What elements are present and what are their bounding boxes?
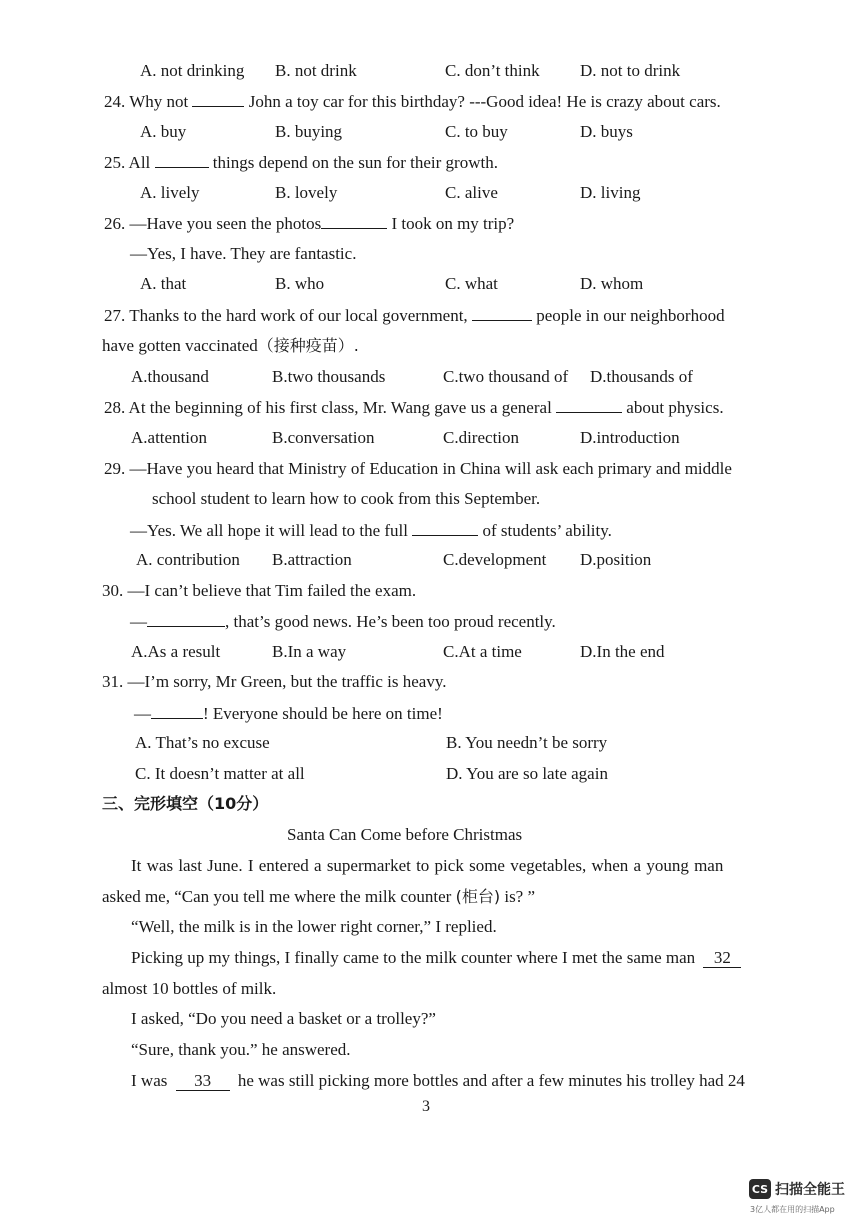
q26-blank xyxy=(321,212,387,229)
q26-stem-post: I took on my trip? xyxy=(391,214,515,233)
passage-title: Santa Can Come before Christmas xyxy=(287,825,523,844)
q23-option-c: C. don’t think xyxy=(445,61,540,80)
q26-option-c: C. what xyxy=(445,274,498,293)
q26-option-d: D. whom xyxy=(580,274,644,293)
q27-option-d: D.thousands of xyxy=(590,367,693,386)
q31-option-a: A. That’s no excuse xyxy=(135,733,270,752)
q27-option-b: B.two thousands xyxy=(272,367,386,386)
q31-blank xyxy=(151,702,203,719)
scanner-logo-icon: CS xyxy=(749,1179,771,1199)
q27-stem-pre: 27. Thanks to the hard work of our local government, xyxy=(104,306,468,325)
q26-option-a: A. that xyxy=(140,274,187,293)
q30-option-d: D.In the end xyxy=(580,642,665,661)
q25-stem xyxy=(104,151,498,174)
q31-option-c: C. It doesn’t matter at all xyxy=(135,764,305,783)
passage-p1-line1: It was last June. I entered a supermarket to pick some vegetables, when a young man xyxy=(131,856,724,875)
q25-option-b: B. lovely xyxy=(275,183,338,202)
q31-stem-line1: 31. —I’m sorry, Mr Green, but the traffic is heavy. xyxy=(102,672,447,691)
q25-stem-pre: 25. All xyxy=(104,153,151,172)
q29-answer-post: of students’ ability. xyxy=(482,521,612,540)
q27-blank xyxy=(472,304,532,321)
q28-option-d: D.introduction xyxy=(580,428,680,447)
q28-stem-pre: 28. At the beginning of his first class, Mr. Wang gave us a general xyxy=(104,398,552,417)
q24-option-d: D. buys xyxy=(580,122,633,141)
q29-option-c: C.development xyxy=(443,550,547,569)
q27-stem-post: people in our neighborhood xyxy=(536,306,725,325)
q30-answer-pre: — xyxy=(130,612,147,631)
passage-p2: “Well, the milk is in the lower right corner,” I replied. xyxy=(131,917,497,936)
q26-stem-pre: 26. —Have you seen the photos xyxy=(104,214,322,233)
q31-answer-pre: — xyxy=(134,704,151,723)
q24-option-b: B. buying xyxy=(275,122,343,141)
passage-p5: “Sure, thank you.” he answered. xyxy=(131,1040,351,1059)
q30-answer xyxy=(130,610,556,633)
q26-stem xyxy=(104,212,514,235)
q29-blank xyxy=(412,519,478,536)
passage-p3-line1 xyxy=(131,947,741,969)
section-heading: 三、完形填空（10分） xyxy=(102,794,269,813)
q28-stem-post: about physics. xyxy=(626,398,724,417)
q24-option-a: A. buy xyxy=(140,122,187,141)
q30-option-a: A.As a result xyxy=(131,642,221,661)
q26-option-b: B. who xyxy=(275,274,325,293)
q31-option-b: B. You needn’t be sorry xyxy=(446,733,608,752)
passage-p1-line2-post: is? ” xyxy=(500,887,536,906)
q31-option-d: D. You are so late again xyxy=(446,764,608,783)
q31-answer-post: ! Everyone should be here on time! xyxy=(203,704,443,723)
q29-option-a: A. contribution xyxy=(136,550,240,569)
q30-option-b: B.In a way xyxy=(272,642,347,661)
q29-answer xyxy=(130,519,612,542)
q29-option-b: B.attraction xyxy=(272,550,352,569)
q27-stem xyxy=(104,304,725,327)
q27-option-c: C.two thousand of xyxy=(443,367,569,386)
scanner-tagline: 3亿人都在用的扫描App xyxy=(750,1205,835,1214)
q27-cjk-gloss: （接种疫苗）. xyxy=(257,336,359,355)
blank-32: 32 xyxy=(703,949,741,968)
scanner-logo xyxy=(749,1179,845,1199)
q24-option-c: C. to buy xyxy=(445,122,508,141)
q23-option-b: B. not drink xyxy=(275,61,357,80)
passage-p4: I asked, “Do you need a basket or a trolley?” xyxy=(131,1009,436,1028)
q30-option-c: C.At a time xyxy=(443,642,522,661)
q30-stem-line1: 30. —I can’t believe that Tim failed the exam. xyxy=(102,581,417,600)
q25-option-a: A. lively xyxy=(140,183,200,202)
q23-option-d: D. not to drink xyxy=(580,61,681,80)
q24-blank xyxy=(192,90,244,107)
passage-p6-post: he was still picking more bottles and after a few minutes his trolley had 24 xyxy=(237,1071,745,1090)
q28-stem xyxy=(104,396,724,419)
q28-blank xyxy=(556,396,622,413)
passage-p1-cjk: (柜台) xyxy=(455,887,501,906)
q26-answer: —Yes, I have. They are fantastic. xyxy=(130,244,357,263)
q25-option-d: D. living xyxy=(580,183,641,202)
page-number: 3 xyxy=(422,1098,430,1115)
q30-blank xyxy=(147,610,225,627)
q29-option-d: D.position xyxy=(580,550,652,569)
q29-answer-pre: —Yes. We all hope it will lead to the full xyxy=(130,521,409,540)
passage-p3-text: Picking up my things, I finally came to the milk counter where I met the same man xyxy=(131,948,696,967)
q28-option-c: C.direction xyxy=(443,428,520,447)
q24-stem-post: John a toy car for this birthday? ---Good idea! He is crazy about cars. xyxy=(248,92,721,111)
q24-stem-pre: 24. Why not xyxy=(104,92,189,111)
q27-line2-text: have gotten vaccinated xyxy=(102,336,258,355)
passage-p6 xyxy=(131,1070,745,1092)
q30-answer-post: , that’s good news. He’s been too proud recently. xyxy=(225,612,556,631)
q31-answer xyxy=(134,702,443,725)
blank-33: 33 xyxy=(176,1072,230,1091)
q29-stem-line2: school student to learn how to cook from this September. xyxy=(152,489,541,508)
q28-option-b: B.conversation xyxy=(272,428,375,447)
passage-p3-line2: almost 10 bottles of milk. xyxy=(102,979,277,998)
passage-p1-line2-pre: asked me, “Can you tell me where the milk counter xyxy=(102,887,452,906)
q25-stem-post: things depend on the sun for their growth. xyxy=(212,153,498,172)
q29-stem-line1: 29. —Have you heard that Ministry of Education in China will ask each primary and middle xyxy=(104,459,732,478)
scanner-app-name: 扫描全能王 xyxy=(775,1182,845,1198)
passage-p1-line2 xyxy=(102,886,535,908)
q25-option-c: C. alive xyxy=(445,183,498,202)
passage-p6-pre: I was xyxy=(131,1071,168,1090)
q27-option-a: A.thousand xyxy=(131,367,209,386)
q28-option-a: A.attention xyxy=(131,428,208,447)
q24-stem xyxy=(104,90,721,113)
q23-option-a: A. not drinking xyxy=(140,61,245,80)
q25-blank xyxy=(155,151,209,168)
q27-stem-line2 xyxy=(102,335,359,357)
